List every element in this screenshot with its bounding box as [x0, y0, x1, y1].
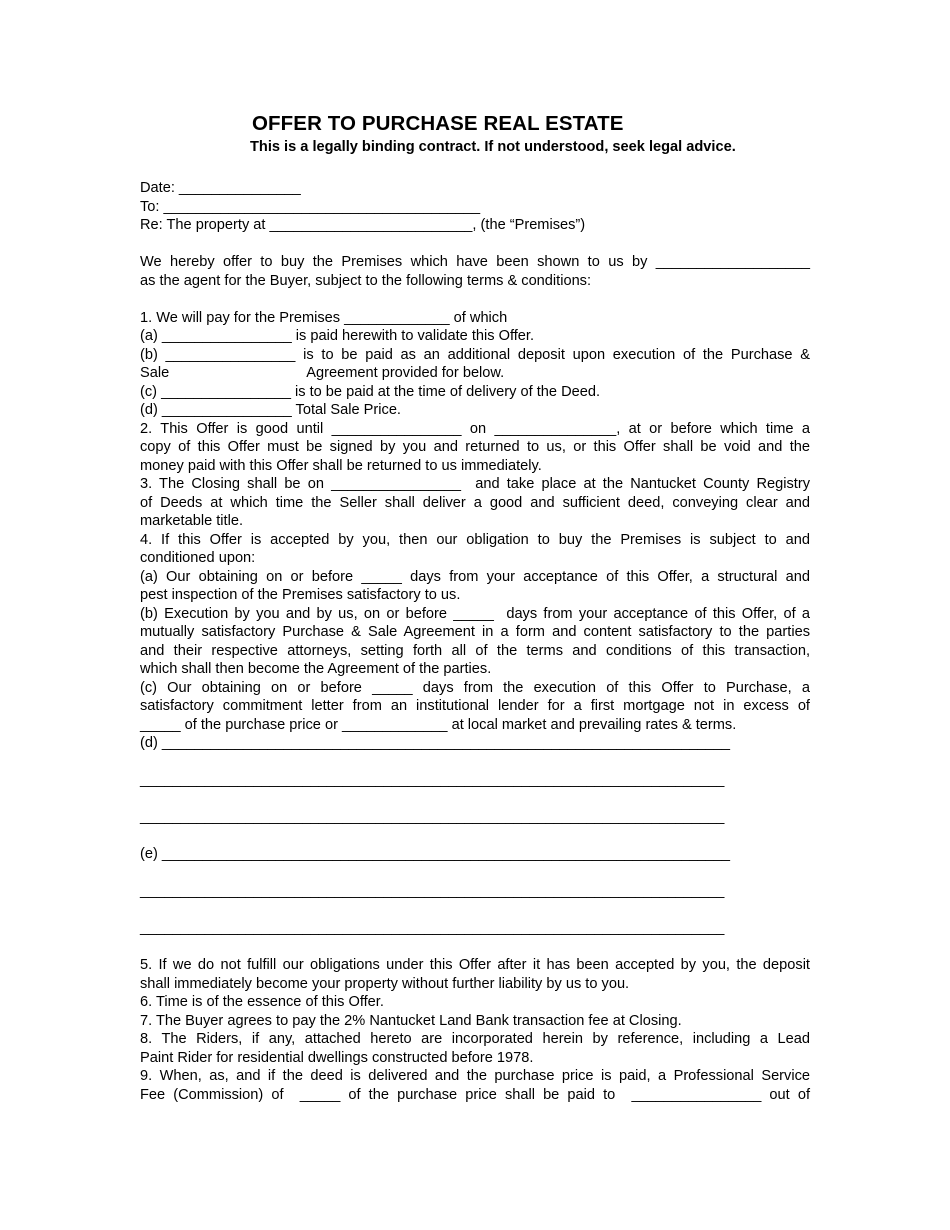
- clause-4e-line-1: (e) ______________________________________________________________________: [140, 846, 731, 862]
- clause-2-line-2: copy of this Offer must be signed by you and returned to us, or this Offer shall be void and the: [140, 439, 810, 455]
- document-body: [140, 179, 810, 1104]
- clause-3-line-1: 3. The Closing shall be on ________________ and take place at the Nantucket County Registry: [140, 476, 810, 492]
- date-line: Date: _______________: [140, 180, 301, 196]
- clause-1c: (c) ________________ is to be paid at the time of delivery of the Deed.: [140, 383, 601, 400]
- clause-4-line-1: 4. If this Offer is accepted by you, then our obligation to buy the Premises is subject to and: [140, 531, 810, 548]
- clause-7: 7. The Buyer agrees to pay the 2% Nantucket Land Bank transaction fee at Closing.: [140, 1012, 682, 1029]
- clause-4b-line-4: which shall then become the Agreement of the parties.: [140, 661, 492, 677]
- clause-4b-line-1: (b) Execution by you and by us, on or before _____ days from your acceptance of this Offer, of a: [140, 605, 810, 622]
- clause-2-line-1: 2. This Offer is good until ________________ on _______________, at or before which time a: [140, 420, 810, 437]
- clause-5-line-2: shall immediately become your property without further liability by us to you.: [140, 975, 630, 992]
- clause-3-line-3: marketable title.: [140, 513, 244, 529]
- intro-line-2: as the agent for the Buyer, subject to the following terms & conditions:: [140, 272, 592, 289]
- clause-4e-blank-line-1: ________________________________________________________________________: [140, 883, 725, 899]
- intro-line-1: We hereby offer to buy the Premises which have been shown to us by ___________________: [140, 254, 810, 270]
- clause-4a-line-1: (a) Our obtaining on or before _____ days from your acceptance of this Offer, a structural and: [140, 568, 810, 585]
- page-title: OFFER TO PURCHASE REAL ESTATE: [252, 112, 624, 135]
- clause-8-line-2: Paint Rider for residential dwellings constructed before 1978.: [140, 1049, 534, 1066]
- page-subtitle: This is a legally binding contract. If not understood, seek legal advice.: [250, 139, 736, 155]
- clause-4c-line-2: satisfactory commitment letter from an institutional lender for a first mortgage not in excess of: [140, 698, 810, 714]
- clause-4c-line-3: _____ of the purchase price or _____________ at local market and prevailing rates & terms.: [140, 716, 737, 733]
- clause-3-line-2: of Deeds at which time the Seller shall deliver a good and sufficient deed, conveying clear and: [140, 494, 810, 511]
- clause-5-line-1: 5. If we do not fulfill our obligations under this Offer after it has been accepted by you, the deposit: [140, 957, 810, 973]
- to-line: To: _______________________________________: [140, 198, 481, 215]
- re-line: Re: The property at _________________________, (the “Premises”): [140, 217, 586, 233]
- clause-4e-blank-line-2: ________________________________________________________________________: [140, 920, 725, 936]
- clause-1: 1. We will pay for the Premises _____________ of which: [140, 309, 508, 326]
- clause-4d-blank-line-1: ________________________________________________________________________: [140, 772, 725, 788]
- clause-4c-line-1: (c) Our obtaining on or before _____ days from the execution of this Offer to Purchase, a: [140, 679, 810, 696]
- clause-1a: (a) ________________ is paid herewith to validate this Offer.: [140, 328, 535, 344]
- clause-4d-blank-line-2: ________________________________________________________________________: [140, 809, 725, 825]
- clause-4b-line-3: and their respective attorneys, setting forth all of the terms and conditions of this transaction,: [140, 642, 810, 659]
- clause-1b-line-2: Sale Agreement provided for below.: [140, 365, 505, 381]
- clause-4a-line-2: pest inspection of the Premises satisfactory to us.: [140, 587, 461, 603]
- clause-9-line-2: Fee (Commission) of _____ of the purchase price shall be paid to ________________ out of: [140, 1086, 810, 1103]
- clause-6: 6. Time is of the essence of this Offer.: [140, 994, 384, 1010]
- clause-2-line-3: money paid with this Offer shall be returned to us immediately.: [140, 457, 542, 474]
- clause-8-line-1: 8. The Riders, if any, attached hereto are incorporated herein by reference, including a Lead: [140, 1031, 810, 1047]
- clause-4-line-2: conditioned upon:: [140, 550, 256, 566]
- clause-4b-line-2: mutually satisfactory Purchase & Sale Agreement in a form and content satisfactory to the parties: [140, 624, 810, 640]
- clause-9-line-1: 9. When, as, and if the deed is delivered and the purchase price is paid, a Professional Service: [140, 1068, 810, 1084]
- clause-1d: (d) ________________ Total Sale Price.: [140, 402, 401, 418]
- clause-4d-line-1: (d) ______________________________________________________________________: [140, 735, 731, 751]
- clause-1b-line-1: (b) ________________ is to be paid as an additional deposit upon execution of the Purchase &: [140, 346, 810, 363]
